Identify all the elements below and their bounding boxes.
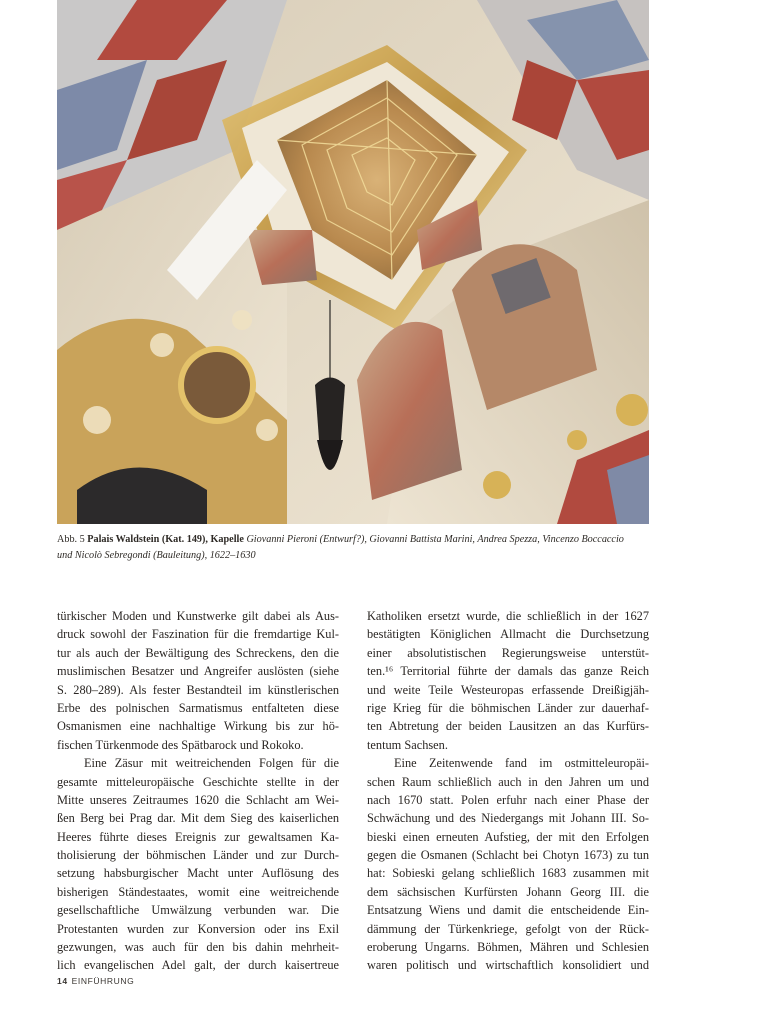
text-line: dem sächsischen Kurfürsten Johann Georg III. die: [367, 884, 649, 899]
text-line: Mitte unseres Zeitraumes 1620 die Schlacht am Wei-: [57, 792, 339, 807]
text-line: und weite Teile Westeuropas erfassende Dreißigjäh-: [367, 682, 649, 697]
text-line: muslimischen Besatzer und Angreifer auslösten (siehe: [57, 664, 339, 679]
text-line: gezwungen, was auch für den bis dahin mehrheit-: [57, 940, 339, 955]
text-line: Erbe des polnischen Sarmatismus entfalteten diese: [57, 700, 339, 715]
text-line: hat: Sobieski gelang schließlich 1683 zusammen mit: [367, 866, 649, 881]
text-line: druck sowohl der Faszination für die fremdartige Kul-: [57, 627, 339, 642]
text-line: setzung habsburgischer Macht unter Auflösung des: [57, 866, 339, 881]
right-text-column: [367, 607, 649, 975]
figure-caption: [57, 532, 649, 564]
figure-place: , Kapelle: [205, 534, 244, 545]
text-line: ten Abtretung der beiden Lausitzen an das Kurfürs-: [367, 719, 649, 734]
text-line: lich evangelischen Adel galt, der durch kaisertreue: [57, 958, 339, 973]
text-line: Schwächung und des Niedergangs mit Johann III. So-: [367, 811, 649, 826]
text-line: bestätigten Königlichen Allmacht die Durchsetzung: [367, 627, 649, 642]
text-line: eroberung Ungarns. Böhmen, Mähren und Schlesien: [367, 940, 649, 955]
text-line: Entsatzung Wiens und damit die entscheidende Ein-: [367, 903, 649, 918]
text-line: ten.¹⁶ Territorial führte der damals das ganze Reich: [367, 664, 649, 679]
text-line: Protestanten wurden zur Konversion oder ins Exil: [57, 921, 339, 936]
text-line: S. 280–289). Als fester Bestandteil im künstlerischen: [57, 682, 339, 697]
text-line: bisherigen Ständestaates, womit eine weitreichende: [57, 884, 339, 899]
text-line: Eine Zeitenwende fand im ostmitteleuropäi-: [394, 756, 649, 771]
text-line: schen Raum schließlich auch in den Jahren um und: [367, 774, 649, 789]
text-line: waren politisch und wirtschaftlich konsolidiert und: [367, 958, 649, 973]
figure-credits: Giovanni Pieroni (Entwurf?), Giovanni Battista Marini, Andrea Spezza, Vincenzo Boccaccio: [246, 534, 624, 545]
text-line: einer absolutistischen Regierungsweise unterstüt-: [367, 645, 649, 660]
text-line: Katholiken ersetzt wurde, die schließlich in der 1627: [367, 609, 649, 623]
text-line: Heeres führte dieses Ereignis zur gewaltsamen Ka-: [57, 829, 339, 844]
text-line: gegen die Osmanen (Schlacht bei Chotyn 1673) zu tun: [367, 848, 649, 863]
text-line: tholisierung der böhmischen Länder und zur Durch-: [57, 848, 339, 863]
text-line: tur als auch der Bewältigung des Schreckens, den die: [57, 645, 339, 660]
text-line: nach 1670 statt. Polen erfuhr nach einer Phase der: [367, 792, 649, 807]
text-line: Eine Zäsur mit weitreichenden Folgen für die: [84, 756, 339, 771]
text-line: dämmung der Türkenkriege, gefolgt von der Rück-: [367, 921, 649, 936]
text-line: türkischer Moden und Kunstwerke gilt dabei als Aus-: [57, 609, 339, 623]
text-line: gesamte mitteleuropäische Geschichte stellte in der: [57, 774, 339, 789]
text-line: tentum Sachsen.: [367, 737, 448, 752]
figure-title: Palais Waldstein: [87, 534, 160, 545]
page-footer: [57, 976, 134, 986]
text-line: gesellschaftliche Umwälzung verbunden war. Die: [57, 903, 339, 918]
figure-catalog-ref: (Kat. 149): [161, 534, 206, 545]
chapel-photo: [57, 0, 649, 524]
left-text-column: [57, 607, 339, 975]
figure-label: Abb. 5: [57, 534, 85, 545]
text-line: rige Krieg für die böhmischen Länder zur dauerhaf-: [367, 700, 649, 715]
chapel-ceiling-illustration: [57, 0, 649, 524]
figure-credits-cont: und Nicolò Sebregondi (Bauleitung), 1622–1630: [57, 550, 256, 561]
section-title: EINFÜHRUNG: [71, 976, 135, 986]
text-line: fischen Türkenmode des Spätbarock und Rokoko.: [57, 737, 304, 752]
page-number: 14: [57, 976, 68, 986]
text-line: ßen Berg bei Prag dar. Mit dem Sieg des kaiserlichen: [57, 811, 339, 826]
text-line: Osmanismen eine nachhaltige Wirkung bis zur hö-: [57, 719, 339, 734]
text-line: bieski einen erneuten Aufstieg, der mit den Erfolgen: [367, 829, 649, 844]
